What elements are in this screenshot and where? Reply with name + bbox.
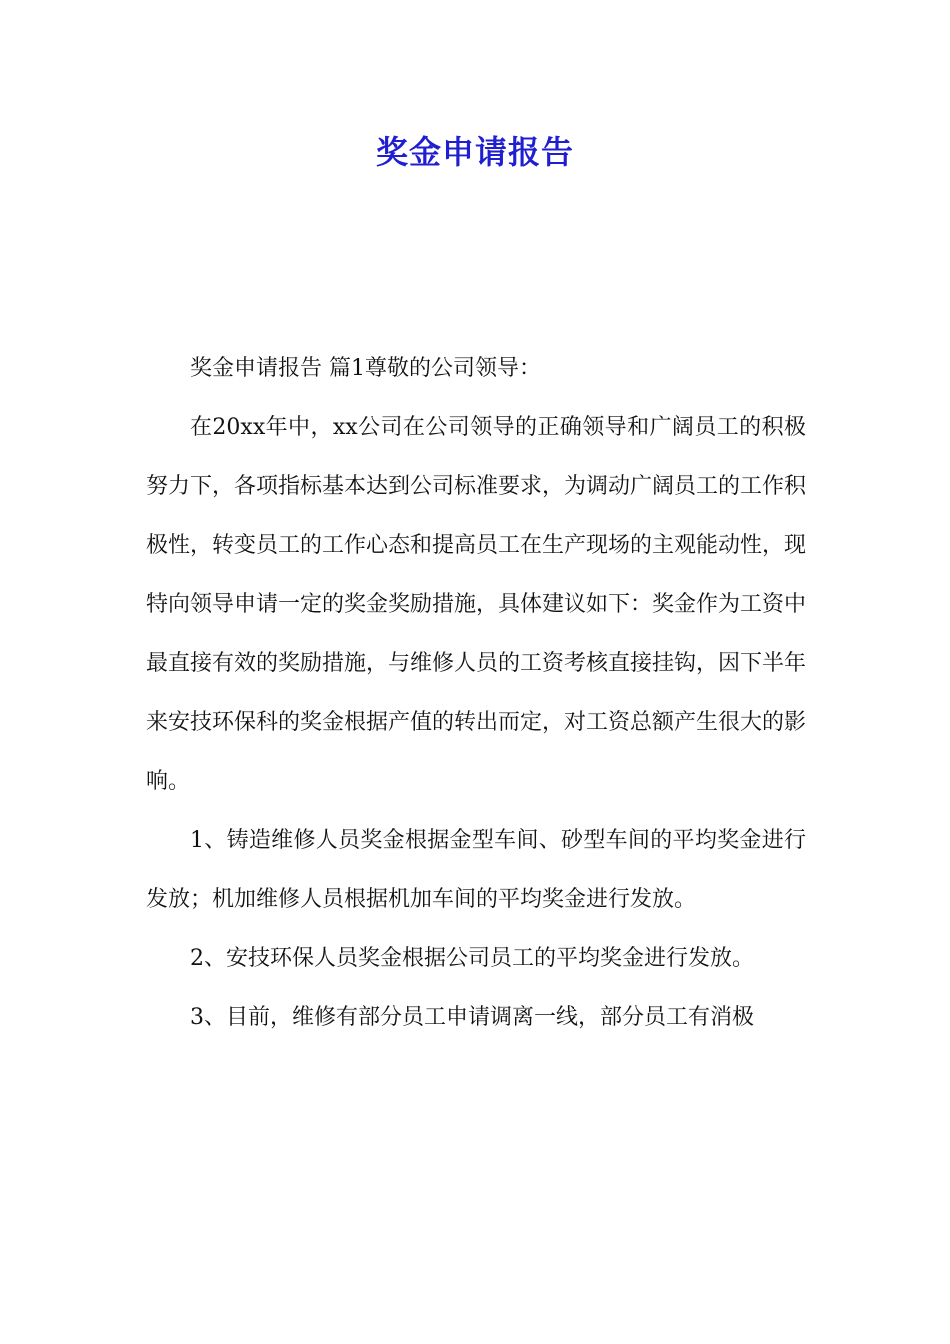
document-title: 奖金申请报告 <box>375 133 574 171</box>
paragraph-item-3: 3、目前，维修有部分员工申请调离一线，部分员工有消极 <box>190 1005 754 1030</box>
paragraph-item-2: 2、安技环保人员奖金根据公司员工的平均奖金进行发放。 <box>190 946 754 971</box>
document-body <box>146 339 806 1047</box>
paragraph-salutation: 奖金申请报告 篇1尊敬的公司领导： <box>190 356 541 381</box>
paragraph-item-1: 1、铸造维修人员奖金根据金型车间、砂型车间的平均奖金进行发放；机加维修人员根据机加车间的平均奖金进行发放。 <box>146 828 806 912</box>
paragraph-intro: 在20xx年中，xx公司在公司领导的正确领导和广阔员工的积极努力下，各项指标基本达到公司标准要求，为调动广阔员工的工作积极性，转变员工的工作心态和提高员工在生产现场的主观能动性，现特向领导申请一定的奖金奖励措施，具体建议如下：奖金作为工资中最直接有效的奖励措施，与维修人员的工资考核直接挂钩，因下半年来安技环保科的奖金根据产值的转出而定，对工资总额产生很大的影响。 <box>146 415 807 794</box>
